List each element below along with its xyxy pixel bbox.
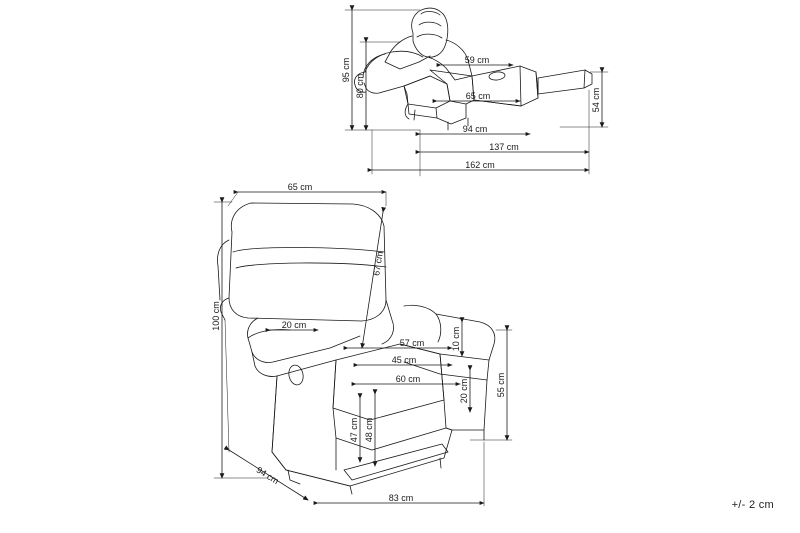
- reclined-chair-illustration: [354, 8, 592, 130]
- dim-45cm: [358, 355, 452, 365]
- svg-text:80 cm: 80 cm: [355, 73, 365, 99]
- svg-text:94 cm: 94 cm: [462, 124, 488, 134]
- dim-10cm: [451, 322, 462, 356]
- dim-100cm: [211, 202, 268, 478]
- svg-text:47 cm: 47 cm: [349, 417, 359, 443]
- svg-text:60 cm: 60 cm: [395, 374, 421, 384]
- tolerance-note: +/- 2 cm: [731, 499, 774, 511]
- svg-text:95 cm: 95 cm: [341, 57, 351, 83]
- dim-55cm: [470, 330, 512, 440]
- dim-67cm: [362, 212, 385, 348]
- dim-20cm-armrest-width: [270, 320, 318, 330]
- svg-text:20 cm: 20 cm: [281, 320, 307, 330]
- dim-94cm-depth: [225, 320, 308, 500]
- svg-text:54 cm: 54 cm: [591, 87, 601, 113]
- svg-text:59 cm: 59 cm: [464, 55, 490, 65]
- dim-47cm: [349, 398, 360, 462]
- svg-text:100 cm: 100 cm: [211, 301, 221, 331]
- svg-text:48 cm: 48 cm: [364, 417, 374, 443]
- dim-94cm-body: [420, 124, 530, 134]
- svg-text:162 cm: 162 cm: [465, 160, 495, 170]
- dim-80cm: [355, 42, 400, 130]
- svg-text:10 cm: 10 cm: [451, 326, 461, 352]
- dim-95cm: [341, 10, 420, 130]
- svg-text:67 cm: 67 cm: [371, 250, 385, 277]
- svg-text:20 cm: 20 cm: [459, 378, 469, 404]
- dim-59cm: [441, 55, 513, 65]
- svg-text:94 cm: 94 cm: [254, 464, 281, 487]
- svg-text:137 cm: 137 cm: [489, 142, 519, 152]
- svg-text:65 cm: 65 cm: [287, 182, 313, 192]
- svg-text:65 cm: 65 cm: [465, 91, 491, 101]
- dim-54cm: [560, 72, 608, 127]
- svg-text:55 cm: 55 cm: [496, 372, 506, 398]
- svg-text:57 cm: 57 cm: [399, 338, 425, 348]
- svg-text:45 cm: 45 cm: [391, 355, 417, 365]
- svg-text:83 cm: 83 cm: [388, 493, 414, 503]
- dim-65cm-backrest-width: [228, 182, 386, 206]
- dim-60cm: [356, 374, 460, 384]
- dim-83cm: [318, 442, 484, 506]
- dim-48cm: [364, 394, 375, 466]
